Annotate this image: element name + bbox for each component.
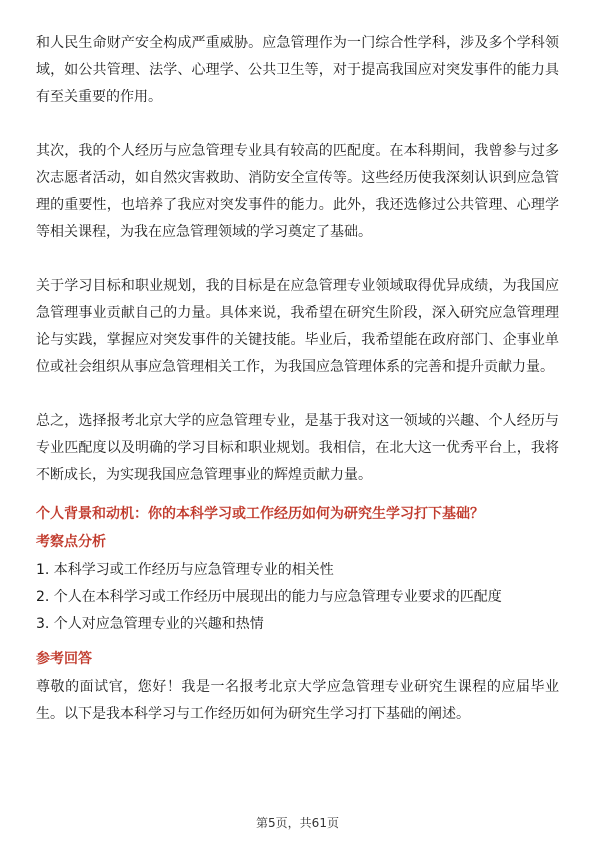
- page-number: 第5页，共61页: [256, 816, 339, 830]
- analysis-point: 1. 本科学习或工作经历与应急管理专业的相关性: [36, 562, 334, 578]
- body-paragraph: 关于学习目标和职业规划，我的目标是在应急管理专业领域取得优异成绩，为我国应急管理事业贡献自己的力量。具体来说，我希望在研究生阶段，深入研究应急管理理论与实践，掌握应对突发事件的关键技能。毕业后，我希望能在政府部门、企事业单位或社会组织从事应急管理相关工作，为我国应急管理体系的完善和提升贡献力量。: [36, 278, 559, 375]
- body-paragraph: 和人民生命财产安全构成严重威胁。应急管理作为一门综合性学科，涉及多个学科领域，如公共管理、法学、心理学、公共卫生等，对于提高我国应对突发事件的能力具有至关重要的作用。: [36, 35, 559, 105]
- analysis-point: 3. 个人对应急管理专业的兴趣和热情: [36, 616, 264, 632]
- analysis-heading: 考察点分析: [36, 534, 106, 550]
- answer-heading: 参考回答: [36, 651, 92, 667]
- body-paragraph: 总之，选择报考北京大学的应急管理专业，是基于我对这一领域的兴趣、个人经历与专业匹配度以及明确的学习目标和职业规划。我相信，在北大这一优秀平台上，我将不断成长，为实现我国应急管理事业的辉煌贡献力量。: [36, 413, 559, 483]
- body-paragraph: 其次，我的个人经历与应急管理专业具有较高的匹配度。在本科期间，我曾参与过多次志愿者活动，如自然灾害救助、消防安全宣传等。这些经历使我深刻认识到应急管理的重要性，也培养了我应对突发事件的能力。此外，我还选修过公共管理、心理学等相关课程，为我在应急管理领域的学习奠定了基础。: [36, 143, 559, 240]
- answer-text: 尊敬的面试官，您好！我是一名报考北京大学应急管理专业研究生课程的应届毕业生。以下是我本科学习与工作经历如何为研究生学习打下基础的阐述。: [36, 679, 559, 722]
- analysis-list: [36, 557, 559, 638]
- question-title: 个人背景和动机：你的本科学习或工作经历如何为研究生学习打下基础？: [36, 506, 484, 522]
- analysis-point: 2. 个人在本科学习或工作经历中展现出的能力与应急管理专业要求的匹配度: [36, 589, 502, 605]
- document-page: [36, 30, 559, 728]
